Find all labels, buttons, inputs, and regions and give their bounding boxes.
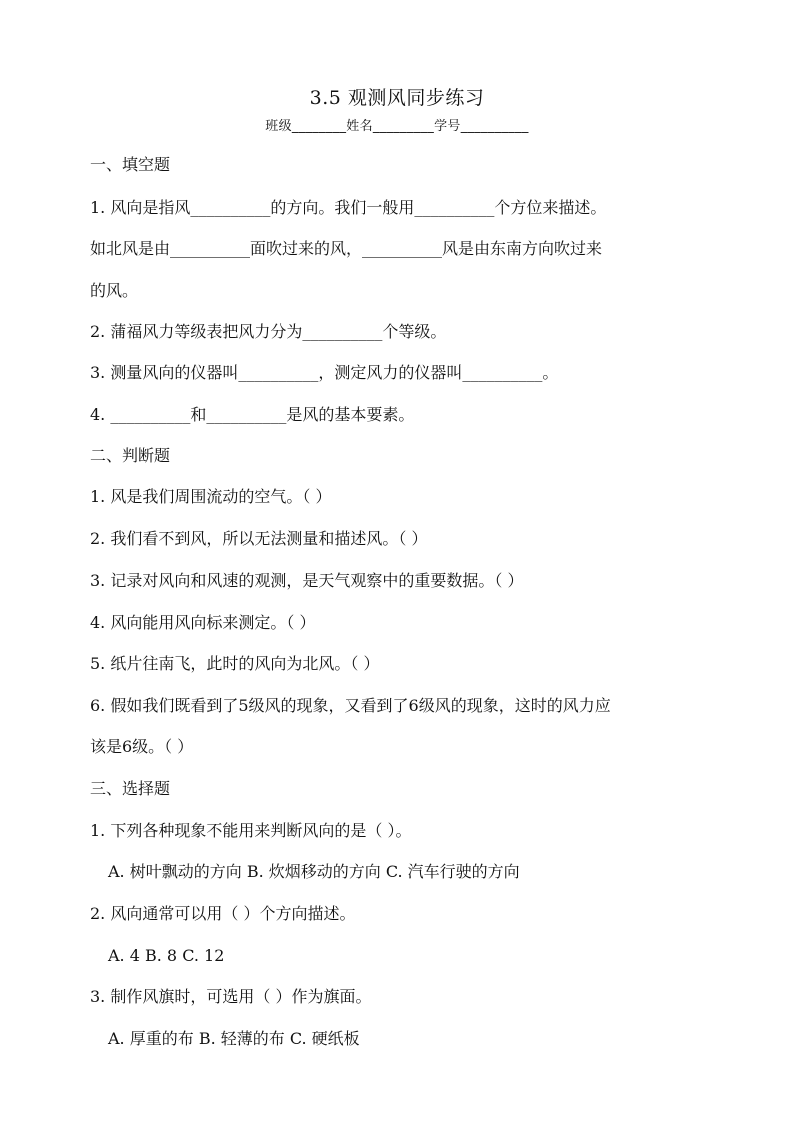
judge-question-1: 1. 风是我们周围流动的空气。（ ） bbox=[90, 487, 332, 506]
choice-question-2-options: A. 4 B. 8 C. 12 bbox=[108, 946, 225, 965]
judge-question-6-line-1: 6. 假如我们既看到了5级风的现象，又看到了6级风的现象，这时的风力应 bbox=[90, 696, 611, 715]
judge-question-4: 4. 风向能用风向标来测定。（ ） bbox=[90, 613, 316, 632]
judge-question-5: 5. 纸片往南飞，此时的风向为北风。（ ） bbox=[90, 654, 380, 673]
fill-question-1-line-3: 的风。 bbox=[90, 281, 139, 300]
section-heading-judge: 二、判断题 bbox=[90, 446, 171, 465]
choice-question-1: 1. 下列各种现象不能用来判断风向的是（ ）。 bbox=[90, 821, 412, 840]
fill-question-1-line-2: 如北风是由__________面吹过来的风，__________风是由东南方向吹过来 bbox=[90, 239, 603, 258]
choice-question-2: 2. 风向通常可以用（ ）个方向描述。 bbox=[90, 904, 356, 923]
fill-question-4: 4. __________和__________是风的基本要素。 bbox=[90, 405, 415, 424]
fill-question-2: 2. 蒲福风力等级表把风力分为__________个等级。 bbox=[90, 322, 447, 341]
section-heading-fill: 一、填空题 bbox=[90, 155, 171, 174]
choice-question-3: 3. 制作风旗时，可选用（ ）作为旗面。 bbox=[90, 987, 372, 1006]
fill-question-1-line-1: 1. 风向是指风__________的方向。我们一般用__________个方位来描述。 bbox=[90, 198, 607, 217]
choice-question-3-options: A. 厚重的布 B. 轻薄的布 C. 硬纸板 bbox=[108, 1029, 360, 1048]
student-info-line: 班级________姓名_________学号__________ bbox=[265, 119, 529, 134]
fill-question-3: 3. 测量风向的仪器叫__________，测定风力的仪器叫__________。 bbox=[90, 363, 559, 382]
judge-question-2: 2. 我们看不到风，所以无法测量和描述风。（ ） bbox=[90, 529, 428, 548]
page-title: 3.5 观测风同步练习 bbox=[309, 87, 485, 109]
judge-question-6-line-2: 该是6级。（ ） bbox=[90, 737, 194, 756]
choice-question-1-options: A. 树叶飘动的方向 B. 炊烟移动的方向 C. 汽车行驶的方向 bbox=[108, 862, 520, 881]
section-heading-choice: 三、选择题 bbox=[90, 779, 171, 798]
judge-question-3: 3. 记录对风向和风速的观测，是天气观察中的重要数据。（ ） bbox=[90, 571, 524, 590]
